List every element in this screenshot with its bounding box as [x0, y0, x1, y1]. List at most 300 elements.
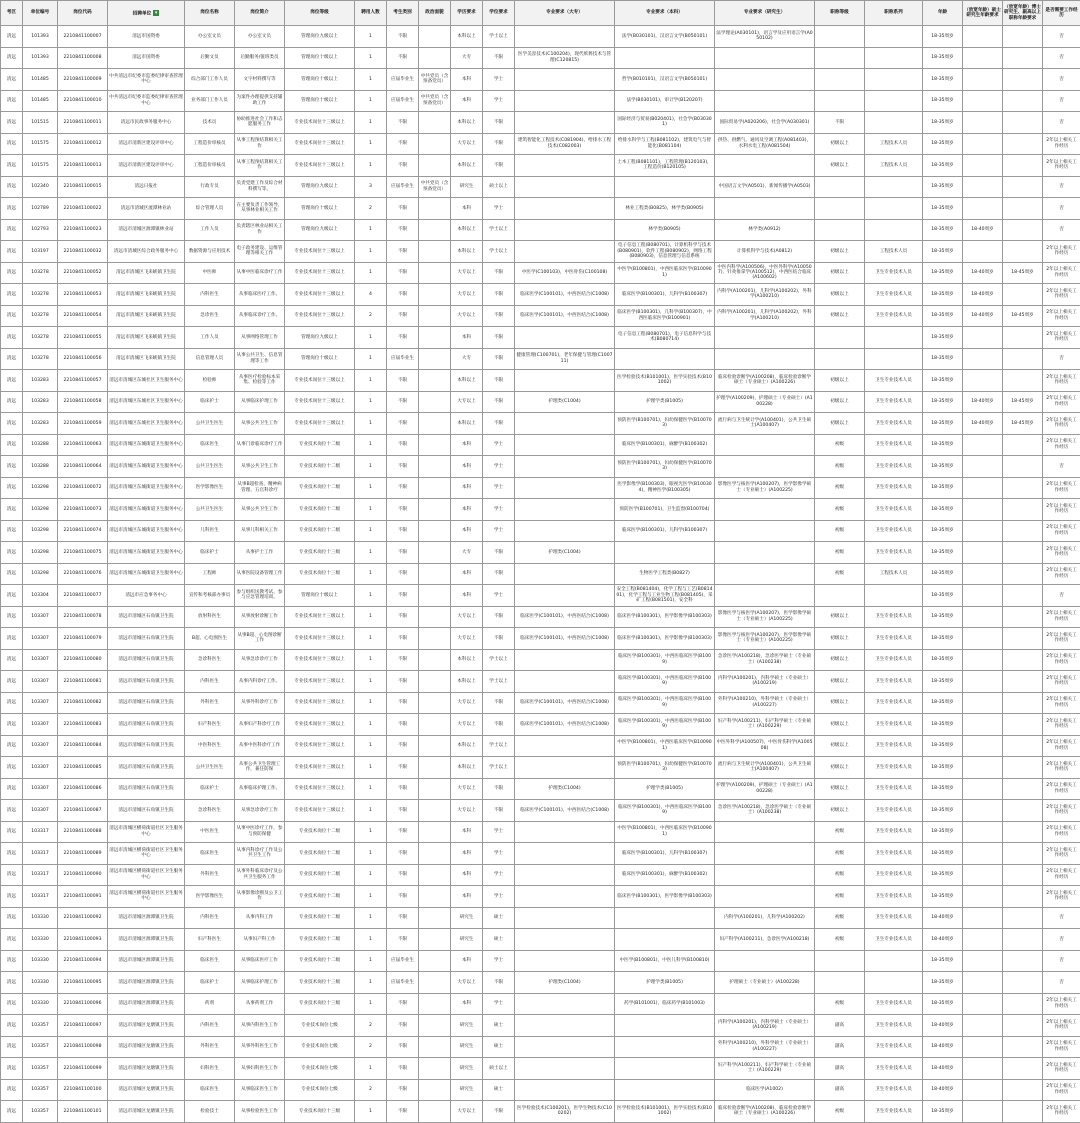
table-cell: 临床医学(B100301)，医学影像学(B100303) — [615, 628, 715, 650]
table-cell: 清远 — [1, 843, 23, 865]
table-cell — [963, 886, 1003, 908]
table-cell: 卫生专业技术人员 — [865, 757, 923, 779]
table-cell: 1 — [355, 800, 387, 822]
table-cell: 不限 — [387, 1058, 419, 1080]
table-cell: 103298 — [23, 542, 58, 564]
table-cell — [865, 26, 923, 48]
table-cell: 不限 — [387, 327, 419, 349]
column-header[interactable] — [419, 1, 451, 26]
table-cell: 本科 — [451, 585, 483, 607]
table-cell: 从事工程预结算相关工作 — [235, 133, 285, 155]
table-cell — [963, 69, 1003, 91]
table-cell — [1003, 563, 1043, 585]
table-cell: 从事网络管理工作 — [235, 327, 285, 349]
table-cell: 1 — [355, 628, 387, 650]
table-cell: 2年以上相关工作经历 — [1043, 671, 1080, 693]
table-header-row — [1, 1, 1080, 26]
table-cell: 生物医学工程类(B0827) — [615, 563, 715, 585]
table-cell: 负责辖区林业站相关工作 — [235, 219, 285, 241]
table-cell — [963, 26, 1003, 48]
column-header[interactable] — [235, 1, 285, 26]
table-cell — [1003, 735, 1043, 757]
table-cell: 清远市清城区龙塘镇卫生院 — [108, 1036, 185, 1058]
table-cell: 卫生专业技术人员 — [865, 520, 923, 542]
table-cell: 18-45周岁 — [1003, 413, 1043, 435]
table-cell: 硕士以上 — [483, 1058, 515, 1080]
table-cell: 本科 — [451, 843, 483, 865]
table-cell — [1003, 1079, 1043, 1101]
table-cell: 专业技术岗位十三级以上 — [285, 649, 355, 671]
table-cell: 18-35周岁 — [923, 198, 963, 220]
table-cell: 外科医生 — [185, 692, 235, 714]
table-cell: 18-35周岁 — [923, 413, 963, 435]
table-cell: 初级 — [815, 434, 865, 456]
table-cell — [1003, 1015, 1043, 1037]
table-cell: 18-35周岁 — [923, 585, 963, 607]
table-cell: 不限 — [387, 735, 419, 757]
table-cell: 不限 — [387, 370, 419, 392]
table-cell: 2年以上相关工作经历 — [1043, 1015, 1080, 1037]
table-cell: 管理岗位九级以上 — [285, 327, 355, 349]
table-cell — [715, 90, 815, 112]
table-cell: 本科 — [451, 563, 483, 585]
table-cell: 工作人员 — [185, 219, 235, 241]
table-cell: 从事临床医疗工作。 — [235, 284, 285, 306]
table-cell: 初级 — [815, 929, 865, 951]
table-cell: 18-35周岁 — [923, 176, 963, 198]
column-header[interactable] — [483, 1, 515, 26]
table-cell — [963, 90, 1003, 112]
column-header[interactable] — [515, 1, 615, 26]
table-cell: 18-35周岁 — [923, 628, 963, 650]
table-cell: 清远市清城区飞来峡镇卫生院 — [108, 348, 185, 370]
table-cell: 清远 — [1, 1015, 23, 1037]
table-cell: 18-40周岁 — [963, 284, 1003, 306]
table-cell: 清远 — [1, 391, 23, 413]
table-cell: 18-35周岁 — [923, 69, 963, 91]
table-cell: 管理岗位九级以上 — [285, 219, 355, 241]
table-cell: 大专以上 — [451, 262, 483, 284]
table-cell: 清远市清城区龙塘镇卫生院 — [108, 1079, 185, 1101]
table-cell: 专业技术岗位十三级以上 — [285, 714, 355, 736]
table-cell — [1003, 649, 1043, 671]
table-cell: 本科 — [451, 864, 483, 886]
table-cell: 初级以上 — [815, 692, 865, 714]
table-cell — [1003, 606, 1043, 628]
table-cell — [1003, 133, 1043, 155]
table-cell — [715, 585, 815, 607]
table-cell: 不限 — [483, 262, 515, 284]
table-cell: 从事妇产科诊疗工作 — [235, 714, 285, 736]
table-cell: 103307 — [23, 800, 58, 822]
table-cell: 内科医生 — [185, 907, 235, 929]
table-cell: 清远市清城区源潭镇卫生院 — [108, 950, 185, 972]
table-cell: 本科以上 — [451, 757, 483, 779]
table-cell: 从事临床诊疗工作。 — [235, 305, 285, 327]
table-cell: 不限 — [387, 886, 419, 908]
column-header[interactable] — [185, 1, 235, 26]
table-cell — [419, 1015, 451, 1037]
table-cell: 临床医学(B100301)，儿科学(B100307)，中西医临床医学(B100901) — [615, 305, 715, 327]
column-header[interactable] — [285, 1, 355, 26]
table-cell: 不限 — [387, 456, 419, 478]
table-cell: 清远 — [1, 735, 23, 757]
table-cell: 103298 — [23, 520, 58, 542]
table-cell: 本科 — [451, 90, 483, 112]
table-row — [1, 327, 1080, 349]
table-cell — [1003, 198, 1043, 220]
table-cell — [963, 864, 1003, 886]
table-cell: 专业技术岗位十二级 — [285, 864, 355, 886]
table-cell: 2年以上相关工作经历 — [1043, 1101, 1080, 1123]
table-cell: 清远市清城区横荷街道社区卫生服务中心 — [108, 821, 185, 843]
table-cell — [865, 950, 923, 972]
table-cell: 清远市清城区东城社区卫生服务中心 — [108, 413, 185, 435]
table-cell — [963, 929, 1003, 951]
table-cell: 从事公共卫生、信息管理等工作 — [235, 348, 285, 370]
table-row — [1, 434, 1080, 456]
table-cell: 2年以上相关工作经历 — [1043, 993, 1080, 1015]
table-row — [1, 219, 1080, 241]
table-cell: 18-35周岁 — [923, 864, 963, 886]
table-cell: 清远市清城区源潭镇卫生院 — [108, 929, 185, 951]
table-cell: 护理类(C1004) — [515, 778, 615, 800]
table-cell: 本科以上 — [451, 671, 483, 693]
table-cell: 妇科医生 — [185, 1058, 235, 1080]
table-cell — [515, 929, 615, 951]
table-cell: 清远 — [1, 434, 23, 456]
table-cell: 本科以上 — [451, 241, 483, 263]
table-cell: 初级 — [815, 907, 865, 929]
table-cell: 初级以上 — [815, 241, 865, 263]
table-cell: 103283 — [23, 413, 58, 435]
table-cell — [815, 90, 865, 112]
table-cell — [865, 585, 923, 607]
table-cell: 专业技术岗位十三级以上 — [285, 628, 355, 650]
table-row — [1, 155, 1080, 177]
table-cell: 专业技术岗位十三级 — [285, 972, 355, 994]
column-header-label: 考区 — [7, 10, 16, 15]
table-cell — [515, 155, 615, 177]
table-cell: 2210841100075 — [58, 542, 108, 564]
table-cell: 2年以上相关工作经历 — [1043, 391, 1080, 413]
table-row — [1, 241, 1080, 263]
table-cell: 管理岗位十级以上 — [285, 69, 355, 91]
table-cell: 不限 — [387, 391, 419, 413]
column-header[interactable] — [1, 1, 23, 26]
table-cell: 2年以上相关工作经历 — [1043, 606, 1080, 628]
table-cell — [419, 47, 451, 69]
table-cell: 从事急诊诊疗工作 — [235, 649, 285, 671]
table-row — [1, 284, 1080, 306]
table-cell: 大专以上 — [451, 133, 483, 155]
table-cell: 2210841100081 — [58, 671, 108, 693]
table-cell: 不限 — [387, 133, 419, 155]
table-cell: 101575 — [23, 133, 58, 155]
table-cell: 临床医学(B100301)，儿科学(B100307) — [615, 284, 715, 306]
table-cell: 学士 — [483, 843, 515, 865]
column-header[interactable] — [715, 1, 815, 26]
table-cell: 否 — [1043, 456, 1080, 478]
table-cell: 硕士 — [483, 907, 515, 929]
column-header[interactable] — [815, 1, 865, 26]
table-cell: 业务部门工作人员 — [185, 90, 235, 112]
filter-icon[interactable]: ▾ — [153, 10, 159, 16]
table-cell: 办公室文员 — [235, 26, 285, 48]
table-cell: 大专以上 — [451, 391, 483, 413]
table-cell: 专业技术岗位七级 — [285, 1015, 355, 1037]
table-cell: 急诊医学(A100218)，急诊医学硕士（专业硕士）(A100238) — [715, 649, 815, 671]
table-cell: 1 — [355, 542, 387, 564]
table-cell — [963, 714, 1003, 736]
table-cell: 清远市清城区源潭镇卫生院 — [108, 972, 185, 994]
table-cell: 初级以上 — [815, 370, 865, 392]
table-cell: B超、心电图医生 — [185, 628, 235, 650]
table-cell: 103317 — [23, 864, 58, 886]
table-cell: 电子政务建设、运维管理等相关工作 — [235, 241, 285, 263]
table-cell: 1 — [355, 262, 387, 284]
table-cell: 103330 — [23, 907, 58, 929]
table-cell — [1003, 907, 1043, 929]
table-cell: 学士 — [483, 886, 515, 908]
table-cell: 临床医学(B100301)，麻醉学(B100302) — [615, 864, 715, 886]
table-cell: 清远市清城区石角镇卫生院 — [108, 778, 185, 800]
table-cell: 流行病与卫生统计学(A100401)，公共卫生硕士(A100407) — [715, 757, 815, 779]
table-cell — [1003, 499, 1043, 521]
table-cell — [515, 757, 615, 779]
table-cell: 初级 — [815, 520, 865, 542]
table-cell: 清远市清城区东城街道卫生服务中心 — [108, 563, 185, 585]
table-cell: 工程技术人员 — [865, 155, 923, 177]
table-cell: 卫生专业技术人员 — [865, 907, 923, 929]
table-cell: 学士 — [483, 864, 515, 886]
table-cell: 清远 — [1, 284, 23, 306]
table-cell — [963, 800, 1003, 822]
table-cell: 不限 — [387, 628, 419, 650]
table-cell: 18-35周岁 — [923, 219, 963, 241]
table-cell: 急诊科医生 — [185, 649, 235, 671]
table-cell: 临床医学(B100301)，麻醉学(B100302) — [615, 434, 715, 456]
table-row — [1, 821, 1080, 843]
table-cell: 清远市清城区横荷街道社区卫生服务中心 — [108, 886, 185, 908]
table-cell: 专业技术岗位十三级以上 — [285, 692, 355, 714]
column-header[interactable] — [1003, 1, 1043, 26]
table-cell: 专业技术岗位十三级 — [285, 563, 355, 585]
table-cell — [515, 370, 615, 392]
table-cell: 内科学(A100201)，内科学硕士（专业硕士）(A100219) — [715, 1015, 815, 1037]
table-cell: 临床医学(B100301)，儿科学(B100307) — [615, 520, 715, 542]
table-cell: 卫生专业技术人员 — [865, 413, 923, 435]
table-cell: 清远市清城区龙塘镇卫生院 — [108, 1101, 185, 1123]
table-cell: 卫生专业技术人员 — [865, 714, 923, 736]
table-cell — [515, 821, 615, 843]
table-cell: 18-45周岁 — [1003, 262, 1043, 284]
table-cell — [963, 542, 1003, 564]
table-cell: 101393 — [23, 47, 58, 69]
table-cell: 清远市清城区源潭镇卫生院 — [108, 907, 185, 929]
table-cell — [515, 26, 615, 48]
column-header[interactable] — [923, 1, 963, 26]
table-cell: 专业技术岗位十二级 — [285, 950, 355, 972]
column-header[interactable] — [963, 1, 1003, 26]
table-body — [1, 26, 1080, 1123]
table-cell: 否 — [1043, 26, 1080, 48]
table-cell: 不限 — [483, 47, 515, 69]
table-cell: 公共卫生医生 — [185, 757, 235, 779]
table-cell: 2 — [355, 1036, 387, 1058]
table-cell: 护理学(A100209)，护理硕士（专业硕士）(A100228) — [715, 778, 815, 800]
table-row — [1, 628, 1080, 650]
table-cell: 1 — [355, 843, 387, 865]
table-cell: 专业技术岗位十三级以上 — [285, 757, 355, 779]
table-row — [1, 993, 1080, 1015]
table-cell: 清远市清城区石角镇卫生院 — [108, 649, 185, 671]
table-cell: 中医学(B100801)，中西医临床医学(B100901) — [615, 735, 715, 757]
column-header[interactable] — [355, 1, 387, 26]
table-cell: 2210841100091 — [58, 886, 108, 908]
table-cell — [419, 606, 451, 628]
table-cell — [419, 348, 451, 370]
table-cell — [865, 327, 923, 349]
table-cell: 不限 — [483, 606, 515, 628]
table-cell: 学士 — [483, 69, 515, 91]
table-cell: 大专 — [451, 348, 483, 370]
column-header[interactable] — [387, 1, 419, 26]
table-cell: 不限 — [387, 26, 419, 48]
table-cell: 从事公共卫生工作 — [235, 413, 285, 435]
table-cell: 中共党员（含预备党员） — [419, 176, 451, 198]
table-cell — [419, 972, 451, 994]
table-cell — [515, 434, 615, 456]
table-cell: 2年以上相关工作经历 — [1043, 628, 1080, 650]
table-cell: 清远市民政事务服务中心 — [108, 112, 185, 134]
table-cell: 初级 — [815, 563, 865, 585]
table-cell: 卫生专业技术人员 — [865, 456, 923, 478]
column-header[interactable] — [451, 1, 483, 26]
table-cell — [419, 477, 451, 499]
table-cell: 清远 — [1, 1036, 23, 1058]
table-cell: 18-35周岁 — [923, 456, 963, 478]
table-cell — [615, 176, 715, 198]
table-cell — [963, 434, 1003, 456]
table-cell: 本科 — [451, 434, 483, 456]
column-header[interactable] — [1043, 1, 1080, 26]
column-header[interactable] — [865, 1, 923, 26]
table-cell: 18-35周岁 — [923, 757, 963, 779]
table-cell: 清远 — [1, 714, 23, 736]
column-header-label: 岗位等级 — [310, 10, 328, 15]
table-cell: 2年以上相关工作经历 — [1043, 434, 1080, 456]
table-cell: 外科学(A100210)，外科学硕士（专业硕士）(A100227) — [715, 1036, 815, 1058]
table-row — [1, 757, 1080, 779]
table-cell: 副高 — [815, 1015, 865, 1037]
table-cell: 否 — [1043, 112, 1080, 134]
table-cell — [715, 950, 815, 972]
table-cell: 2年以上相关工作经历 — [1043, 499, 1080, 521]
table-cell: 医学影像医生 — [185, 886, 235, 908]
table-cell: 1 — [355, 821, 387, 843]
table-cell: 法学(B030101)，汉语言文学(B050101) — [615, 26, 715, 48]
table-cell: 2210841100089 — [58, 843, 108, 865]
table-cell: 本科以上 — [451, 219, 483, 241]
table-cell: 卫生专业技术人员 — [865, 993, 923, 1015]
table-cell: 不限 — [387, 155, 419, 177]
column-header-label: 年龄 — [938, 10, 947, 15]
table-cell: 1 — [355, 26, 387, 48]
table-cell: 影像医学与核医学(A100207)，医学影像学硕士（专业硕士）(A100225) — [715, 477, 815, 499]
table-cell — [515, 649, 615, 671]
table-row — [1, 649, 1080, 671]
table-cell: 学士以上 — [483, 649, 515, 671]
table-cell: 1 — [355, 520, 387, 542]
table-cell: 18-45周岁 — [1003, 391, 1043, 413]
table-cell: 外科医生 — [185, 1036, 235, 1058]
table-cell: 2210841100010 — [58, 90, 108, 112]
column-header[interactable] — [108, 1, 185, 26]
table-cell: 本科以上 — [451, 735, 483, 757]
table-cell — [715, 886, 815, 908]
table-cell: 从事外科诊疗工作 — [235, 692, 285, 714]
table-cell: 清远 — [1, 778, 23, 800]
table-cell: 103307 — [23, 757, 58, 779]
table-cell: 临床医学(B100301)，中西医临床医学(B1009) — [615, 714, 715, 736]
table-cell — [419, 864, 451, 886]
table-cell: 学士 — [483, 821, 515, 843]
table-row — [1, 542, 1080, 564]
table-cell: 清远市清城区石角镇卫生院 — [108, 606, 185, 628]
table-cell: 学士以上 — [483, 671, 515, 693]
table-cell: 1 — [355, 391, 387, 413]
table-cell: 清远市清城区龙塘镇卫生院 — [108, 1015, 185, 1037]
table-cell: 专业技术岗位十二级 — [285, 907, 355, 929]
table-cell: 清远 — [1, 456, 23, 478]
table-row — [1, 348, 1080, 370]
table-cell: 临床医学(C100101)，中西医结合(C1008) — [515, 628, 615, 650]
table-cell — [963, 155, 1003, 177]
column-header[interactable] — [615, 1, 715, 26]
table-cell: 大专以上 — [451, 284, 483, 306]
table-cell: 2年以上相关工作经历 — [1043, 370, 1080, 392]
table-cell — [963, 499, 1003, 521]
table-cell — [963, 671, 1003, 693]
table-cell: 清远市清城区东城街道卫生服务中心 — [108, 434, 185, 456]
table-cell: 初级以上 — [815, 391, 865, 413]
table-cell: 中医科医生 — [185, 735, 235, 757]
table-cell: 不限 — [387, 284, 419, 306]
table-cell: 清远日报社 — [108, 176, 185, 198]
table-cell — [715, 327, 815, 349]
table-cell: 技术员 — [185, 112, 235, 134]
table-cell: 妇产科医生 — [185, 714, 235, 736]
column-header[interactable] — [23, 1, 58, 26]
table-cell — [515, 907, 615, 929]
table-cell: 中共党员（含预备党员） — [419, 69, 451, 91]
table-cell: 清远市清城区东城社区卫生服务中心 — [108, 370, 185, 392]
table-cell: 从事外科临床诊疗及公共卫生服务工作 — [235, 864, 285, 886]
table-cell: 清远 — [1, 348, 23, 370]
column-header[interactable] — [58, 1, 108, 26]
table-cell: 103330 — [23, 950, 58, 972]
table-cell: 清远 — [1, 649, 23, 671]
table-row — [1, 886, 1080, 908]
table-cell: 临床医生 — [185, 950, 235, 972]
table-cell — [515, 1079, 615, 1101]
table-cell: 2年以上相关工作经历 — [1043, 692, 1080, 714]
table-cell: 1 — [355, 112, 387, 134]
table-cell: 2210841100098 — [58, 1036, 108, 1058]
table-cell: 从事B超、心电图诊断工作 — [235, 628, 285, 650]
table-cell: 从事工程预结算相关工作 — [235, 155, 285, 177]
